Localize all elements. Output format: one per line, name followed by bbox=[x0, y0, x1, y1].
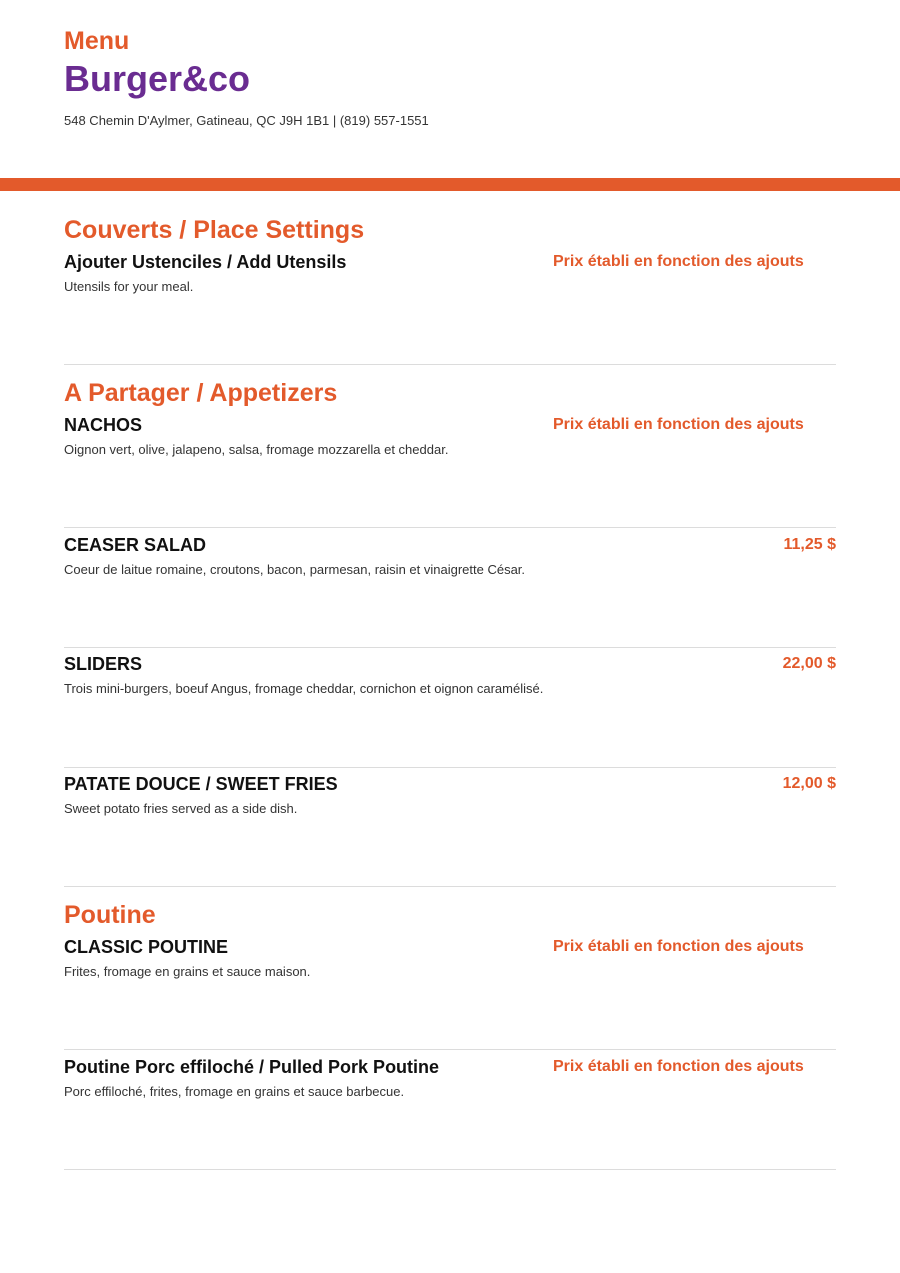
divider bbox=[64, 527, 836, 528]
item-price: Prix établi en fonction des ajouts bbox=[553, 253, 804, 270]
item-name: SLIDERS bbox=[64, 654, 143, 674]
divider bbox=[64, 647, 836, 648]
section-title-poutine: Poutine bbox=[64, 901, 156, 929]
item-price: Prix établi en fonction des ajouts bbox=[553, 416, 804, 433]
item-price: Prix établi en fonction des ajouts bbox=[553, 1058, 804, 1075]
item-price: Prix établi en fonction des ajouts bbox=[553, 938, 804, 955]
item-price: 12,00 $ bbox=[782, 775, 836, 792]
item-name: NACHOS bbox=[64, 415, 143, 435]
divider bbox=[64, 364, 836, 365]
item-price: 22,00 $ bbox=[782, 655, 836, 672]
item-name: PATATE DOUCE / SWEET FRIES bbox=[64, 774, 338, 794]
divider bbox=[64, 1049, 836, 1050]
item-name: Ajouter Ustenciles / Add Utensils bbox=[64, 252, 347, 272]
item-description: Sweet potato fries served as a side dish. bbox=[64, 801, 298, 816]
divider bbox=[64, 886, 836, 887]
section-title-place-settings: Couverts / Place Settings bbox=[64, 216, 365, 244]
item-name: CEASER SALAD bbox=[64, 535, 207, 555]
item-description: Frites, fromage en grains et sauce maison. bbox=[64, 964, 311, 979]
item-description: Utensils for your meal. bbox=[64, 279, 194, 294]
restaurant-address: 548 Chemin D'Aylmer, Gatineau, QC J9H 1B1 | (819) 557-1551 bbox=[64, 113, 429, 128]
divider bbox=[64, 1169, 836, 1170]
section-title-appetizers: A Partager / Appetizers bbox=[64, 379, 338, 407]
menu-label: Menu bbox=[64, 27, 130, 55]
menu-header bbox=[64, 24, 836, 130]
accent-bar bbox=[0, 178, 900, 191]
restaurant-name: Burger&co bbox=[64, 58, 251, 99]
item-price: 11,25 $ bbox=[783, 536, 836, 553]
divider bbox=[64, 767, 836, 768]
item-name: CLASSIC POUTINE bbox=[64, 937, 229, 957]
item-description: Porc effiloché, frites, fromage en grains et sauce barbecue. bbox=[64, 1084, 405, 1099]
item-description: Trois mini-burgers, boeuf Angus, fromage cheddar, cornichon et oignon caramélisé. bbox=[64, 681, 544, 696]
item-description: Coeur de laitue romaine, croutons, bacon, parmesan, raisin et vinaigrette César. bbox=[64, 562, 526, 577]
item-name: Poutine Porc effiloché / Pulled Pork Poutine bbox=[64, 1057, 440, 1077]
item-description: Oignon vert, olive, jalapeno, salsa, fromage mozzarella et cheddar. bbox=[64, 442, 449, 457]
